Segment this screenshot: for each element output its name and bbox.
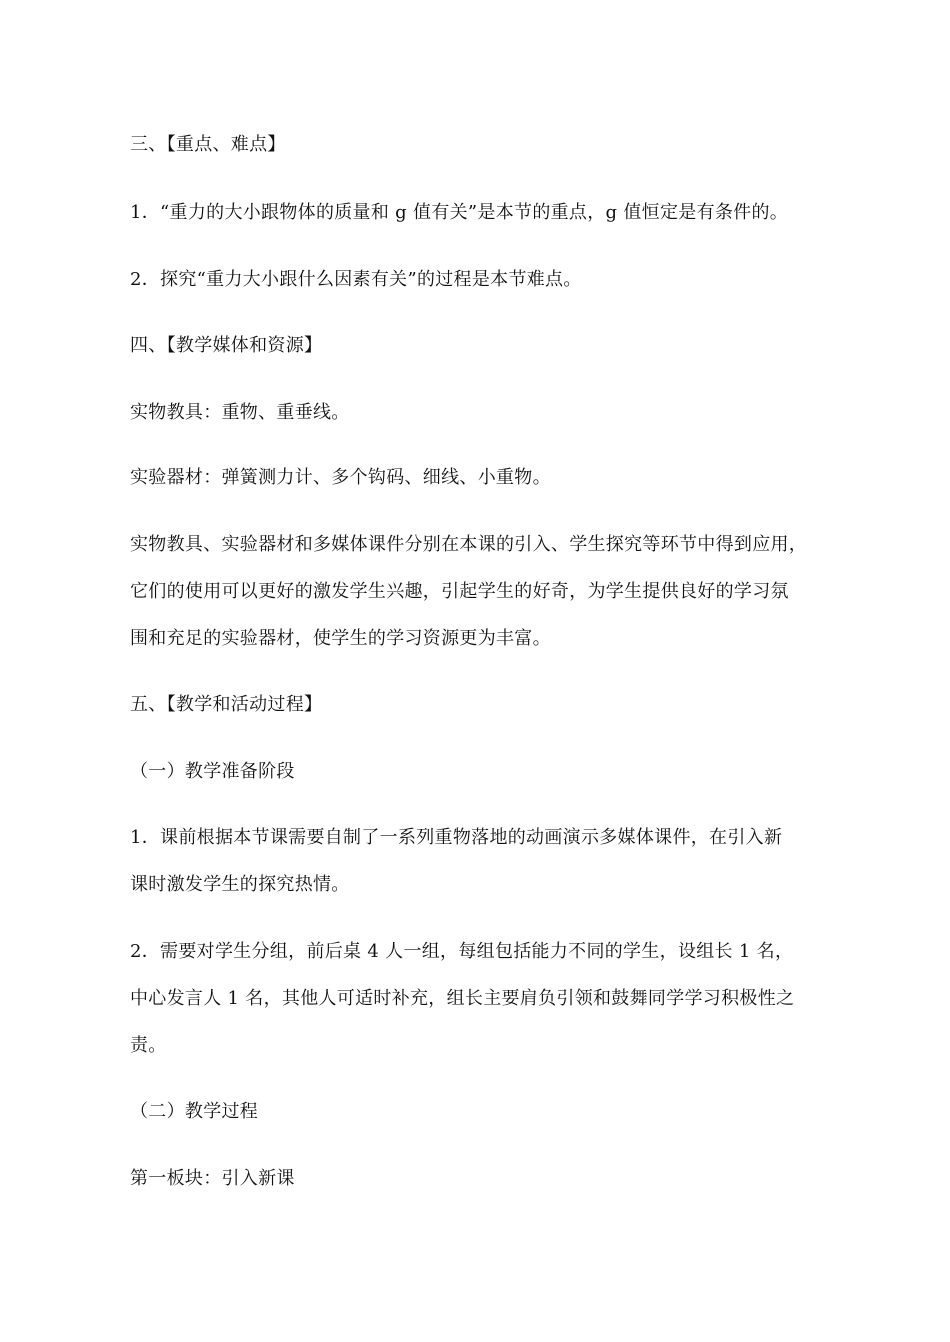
subsection-heading-preparation: （一）教学准备阶段 bbox=[130, 761, 295, 782]
block-heading-introduction: 第一板块：引入新课 bbox=[130, 1168, 295, 1189]
prep-item-1-line: 1．课前根据本节课需要自制了一系列重物落地的动画演示多媒体课件，在引入新 bbox=[130, 827, 783, 848]
resources-paragraph-line: 它们的使用可以更好的激发学生兴趣，引起学生的好奇，为学生提供良好的学习氛 bbox=[130, 581, 789, 602]
prep-item-2-line: 责。 bbox=[130, 1035, 167, 1056]
section-heading-media-resources: 四、【教学媒体和资源】 bbox=[130, 335, 323, 356]
section-heading-key-points: 三、【重点、难点】 bbox=[130, 134, 286, 155]
lab-equipment-text: 实验器材：弹簧测力计、多个钩码、细线、小重物。 bbox=[130, 467, 551, 488]
teaching-aids-text: 实物教具：重物、重垂线。 bbox=[130, 402, 350, 423]
resources-paragraph-line: 实物教具、实验器材和多媒体课件分别在本课的引入、学生探究等环节中得到应用， bbox=[130, 534, 808, 555]
prep-item-2-line: 中心发言人 1 名，其他人可适时补充，组长主要肩负引领和鼓舞同学学习积极性之 bbox=[130, 988, 795, 1009]
resources-paragraph-line: 围和充足的实验器材，使学生的学习资源更为丰富。 bbox=[130, 628, 551, 649]
subsection-heading-process: （二）教学过程 bbox=[130, 1101, 259, 1122]
section-heading-teaching-process: 五、【教学和活动过程】 bbox=[130, 694, 323, 715]
key-point-item-2: 2．探究“重力大小跟什么因素有关”的过程是本节难点。 bbox=[130, 269, 582, 290]
prep-item-1-line: 课时激发学生的探究热情。 bbox=[130, 874, 350, 895]
prep-item-2-line: 2．需要对学生分组，前后桌 4 人一组，每组包括能力不同的学生，设组长 1 名， bbox=[130, 941, 794, 962]
key-point-item-1: 1．“重力的大小跟物体的质量和 g 值有关”是本节的重点，g 值恒定是有条件的。 bbox=[130, 202, 789, 223]
